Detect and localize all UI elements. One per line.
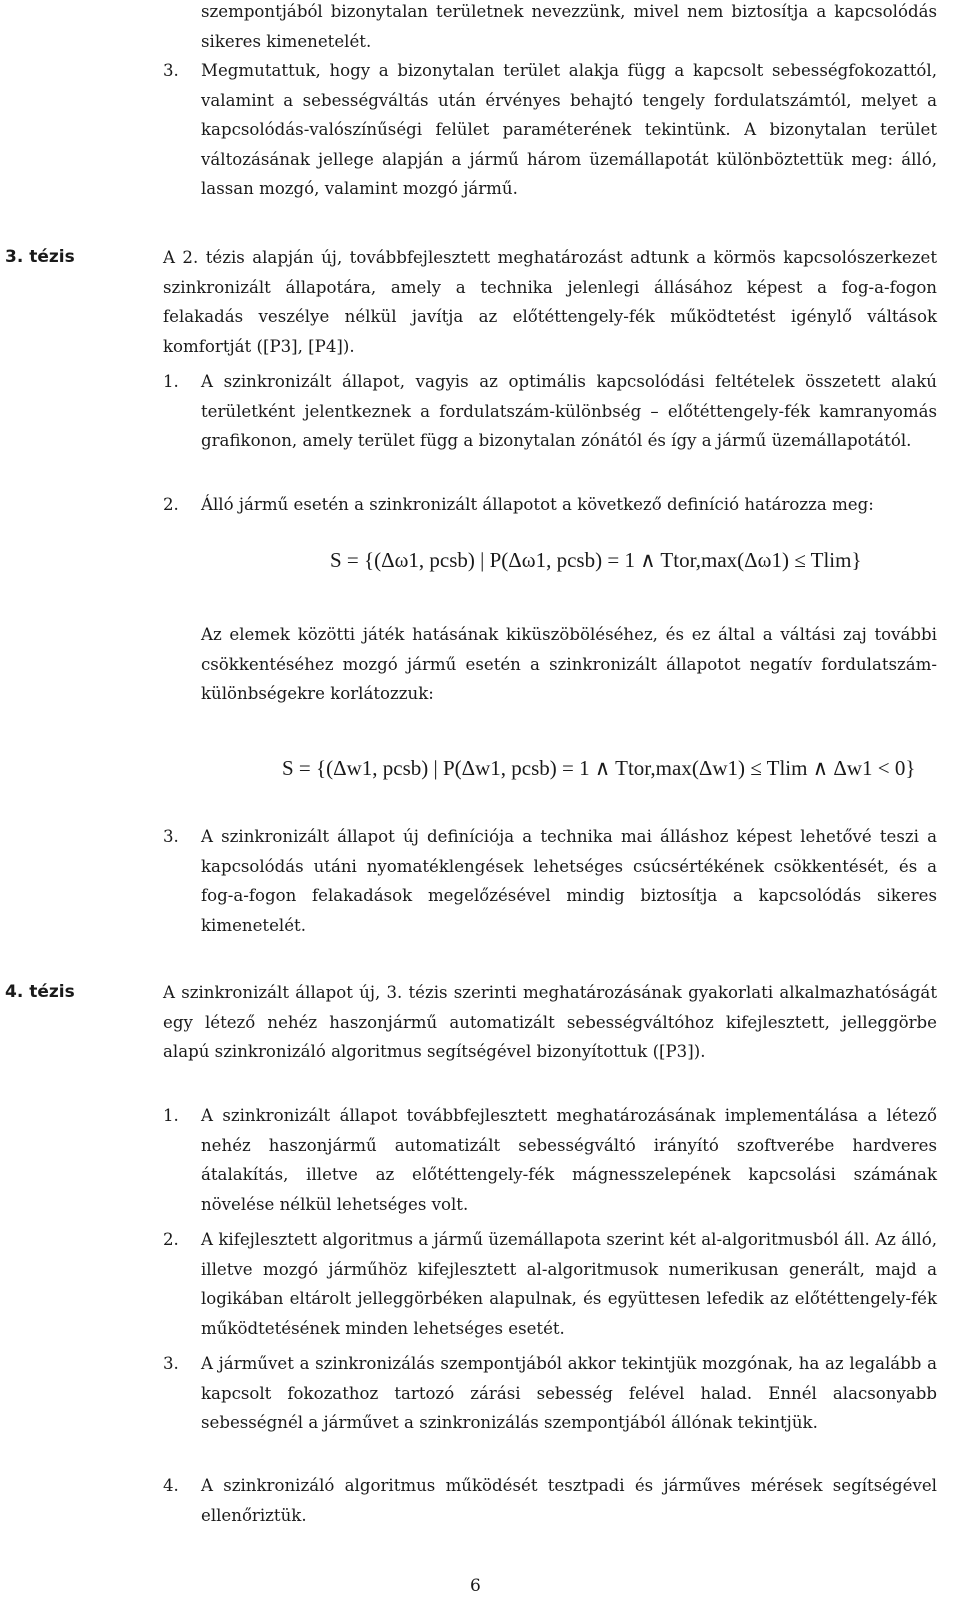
list-number: 4. [163, 1476, 179, 1495]
paragraph-intro-tail: szempontjából bizonytalan területnek nevezzünk, mivel nem biztosítja a kapcsolódás sikeres kimenetelét. [201, 2, 937, 51]
formula-1: S = {(Δω1, pcsb) | P(Δω1, pcsb) = 1 ∧ Ttor,max(Δω1) ≤ Tlim} [330, 548, 862, 572]
list-item-text: A járművet a szinkronizálás szempontjából akkor tekintjük mozgónak, ha az legalább a kapcsolt fokozathoz tartozó zárási sebesség felével halad. Ennél alacsonyabb sebességnél a járművet a szinkronizálás szempontjából állónak tekintjük. [201, 1354, 937, 1433]
list-number: 2. [163, 495, 179, 514]
list-item-text: A szinkronizáló algoritmus működését tesztpadi és járműves mérések segítségével ellenőriztük. [201, 1476, 937, 1525]
list-item-text: Megmutattuk, hogy a bizonytalan terület alakja függ a kapcsolt sebességfokozattól, valamint a sebességváltás után érvényes behajtó tengely fordulatszámtól, melyet a kapcsolódás-valószínűségi felület paraméterének tekintünk. A bizonytalan terület változásának jellege alapján a jármű három üzemállapotát különböztettük meg: álló, lassan mozgó, valamint mozgó jármű. [201, 61, 937, 199]
thesis-lead: A 2. tézis alapján új, továbbfejlesztett meghatározást adtunk a körmös kapcsolószerkezet szinkronizált állapotára, amely a technika jelenlegi állásához képest a fog-a-fogon felakadás veszélye nélkül javítja az előtéttengely-fék működtetést igénylő váltások komfortját ([P3], [P4]). [163, 248, 937, 356]
list-item-text: A szinkronizált állapot, vagyis az optimális kapcsolódási feltételek összetett alakú területként jelentkeznek a fordulatszám-különbség – előtéttengely-fék kamranyomás grafikonon, amely terület függ a bizonytalan zónától és így a jármű üzemállapotától. [201, 372, 937, 451]
list-number: 3. [163, 1354, 179, 1373]
list-item-text: A szinkronizált állapot továbbfejlesztett meghatározásának implementálása a létező nehéz haszonjármű automatizált sebességváltó irányító szoftverébe hardveres átalakítás, illetve az előtéttengely-fék mágnesszelepének kapcsolási számának növelése nélkül lehetséges volt. [201, 1106, 937, 1214]
formula-2: S = {(Δw1, pcsb) | P(Δw1, pcsb) = 1 ∧ Ttor,max(Δw1) ≤ Tlim ∧ Δw1 < 0} [282, 756, 916, 780]
formula-synchronized-state-moving [282, 756, 915, 781]
list-number: 1. [163, 1106, 179, 1125]
formula-synchronized-state-standing [330, 548, 862, 573]
list-item-text: A szinkronizált állapot új definíciója a technika mai álláshoz képest lehetővé teszi a kapcsolódás utáni nyomatéklengések lehetséges csúcsértékének csökkentését, és a fog-a-fogon felakadások megelőzésével mindig biztosítja a kapcsolódás sikeres kimenetelét. [201, 827, 937, 935]
thesis-heading: 3. tézis [5, 247, 75, 267]
list-item-text: A kifejlesztett algoritmus a jármű üzemállapota szerint két al-algoritmusból áll. Az álló, illetve mozgó járműhöz kifejlesztett al-algoritmusok numerikusan generált, majd a logikában eltárolt jelleggörbéken alapulnak, és együttesen lefedik az előtéttengely-fék működtetésének minden lehetséges esetét. [201, 1230, 937, 1338]
thesis-lead: A szinkronizált állapot új, 3. tézis szerinti meghatározásának gyakorlati alkalmazhatóságát egy létező nehéz haszonjármű automatizált sebességváltóhoz kifejlesztett, jelleggörbe alapú szinkronizáló algoritmus segítségével bizonyítottuk ([P3]). [163, 983, 937, 1062]
list-number: 3. [163, 61, 179, 80]
page-number: 6 [470, 1576, 481, 1596]
list-number: 1. [163, 372, 179, 391]
thesis-heading: 4. tézis [5, 982, 75, 1002]
list-item-text: Álló jármű esetén a szinkronizált állapotot a következő definíció határozza meg: [201, 495, 874, 514]
list-number: 3. [163, 827, 179, 846]
paragraph-mid: Az elemek közötti játék hatásának kiküszöböléséhez, és ez által a váltási zaj további csökkentéséhez mozgó jármű esetén a szinkronizált állapotot negatív fordulatszám-különbségekre korlátozzuk: [201, 625, 937, 704]
list-number: 2. [163, 1230, 179, 1249]
